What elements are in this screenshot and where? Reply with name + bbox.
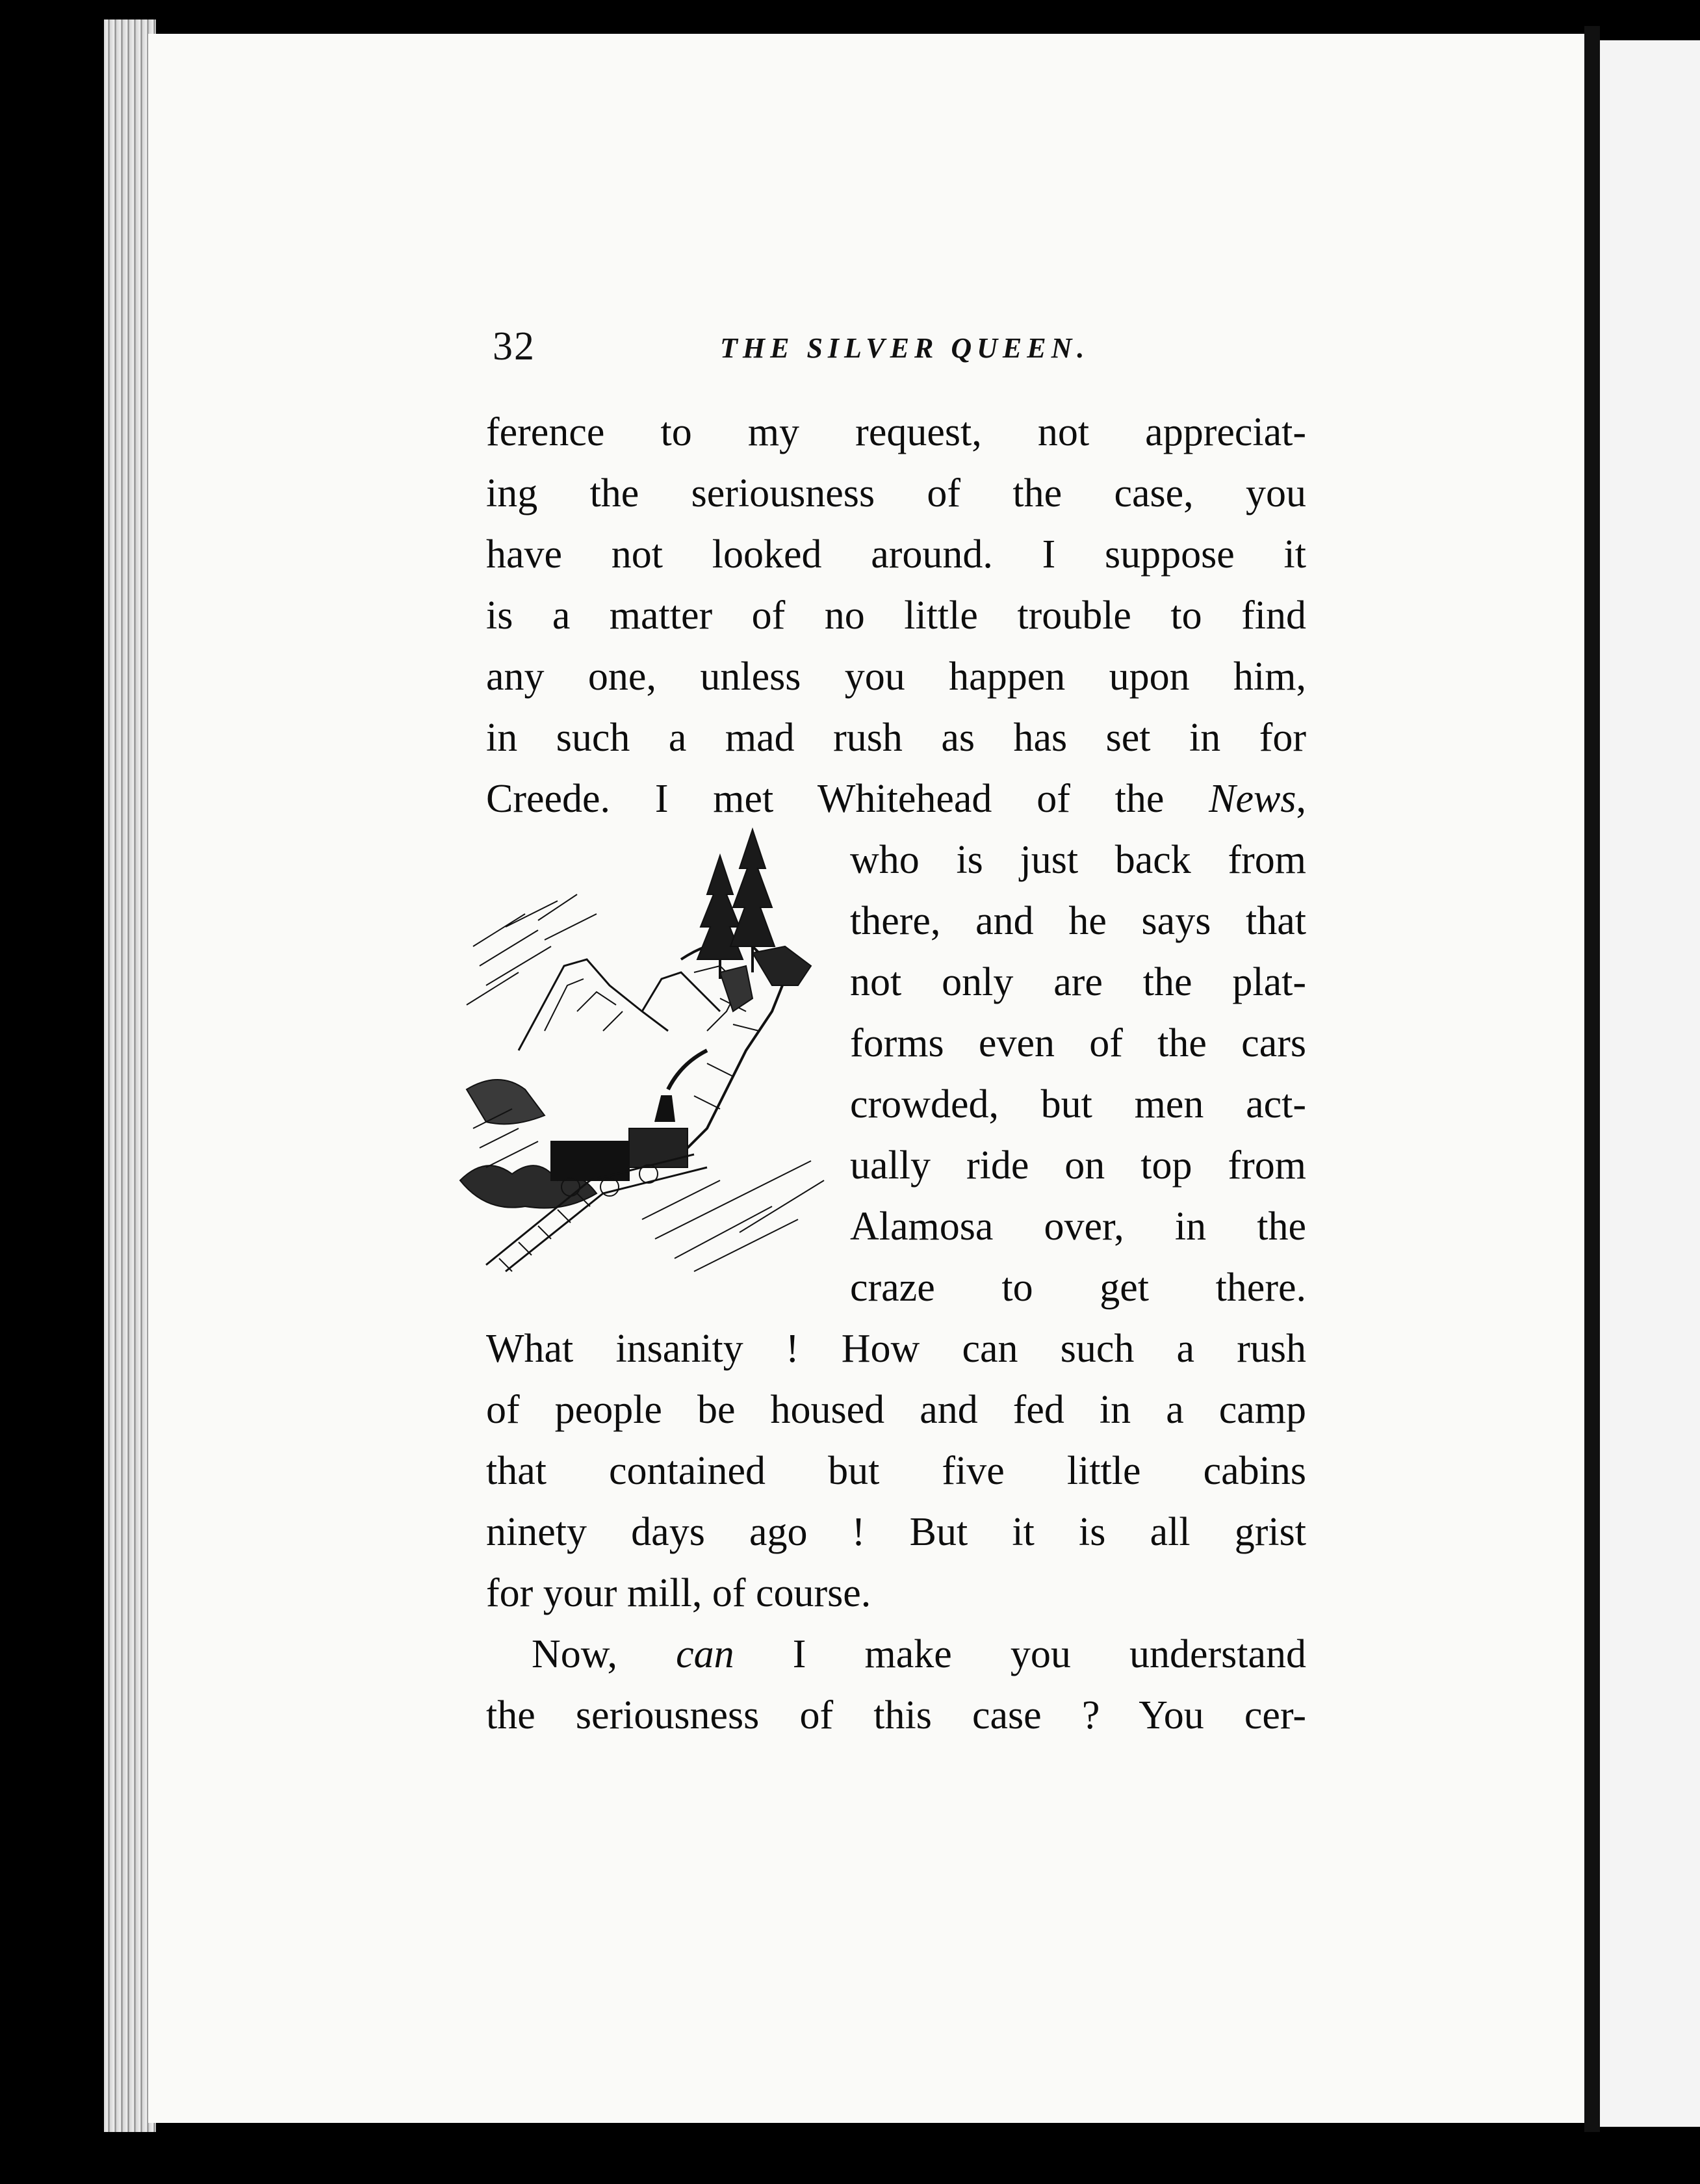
page-number: 32 [493, 324, 535, 369]
emphasis-italic: can [676, 1632, 734, 1676]
text-fragment: I make you understand [734, 1632, 1306, 1676]
text-line: there, and he says that [850, 899, 1306, 943]
text-line: What insanity ! How can such a rush [486, 1327, 1306, 1371]
text-line: for your mill, of course. [486, 1571, 871, 1615]
text-fragment: Now, [532, 1632, 676, 1676]
text-line: ninety days ago ! But it is all grist [486, 1510, 1306, 1554]
text-fragment: , [1296, 777, 1306, 821]
text-line: craze to get there. [850, 1266, 1306, 1310]
text-line: the seriousness of this case ? You cer- [486, 1693, 1306, 1737]
running-title: THE SILVER QUEEN. [720, 332, 1090, 364]
text-line: crowded, but men act- [850, 1082, 1306, 1126]
text-line: forms even of the cars [850, 1021, 1306, 1065]
newspaper-title-italic: News [1209, 777, 1296, 821]
text-line: any one, unless you happen upon him, [486, 655, 1306, 699]
text-line: ually ride on top from [850, 1143, 1306, 1188]
text-line: have not looked around. I suppose it [486, 532, 1306, 577]
text-fragment: Creede. I met Whitehead of the [486, 777, 1209, 821]
text-line: ing the seriousness of the case, you [486, 471, 1306, 515]
text-line: of people be housed and fed in a camp [486, 1388, 1306, 1432]
running-head [493, 324, 1305, 376]
facing-page-edge [1600, 40, 1700, 2127]
illustration-wrap-area [486, 829, 1306, 1318]
text-line: ference to my request, not appreciat- [486, 410, 1306, 454]
text-line: Alamosa over, in the [850, 1204, 1306, 1249]
mountain-railroad-engraving-icon [447, 816, 837, 1284]
text-line: that contained but five little cabins [486, 1449, 1306, 1493]
body-text [486, 402, 1306, 1746]
text-line: in such a mad rush as has set in for [486, 716, 1306, 760]
book-gutter [1584, 26, 1600, 2132]
text-line: who is just back from [850, 838, 1306, 882]
text-line: is a matter of no little trouble to find [486, 593, 1306, 638]
text-line [486, 1624, 1306, 1685]
text-line: not only are the plat- [850, 960, 1306, 1004]
